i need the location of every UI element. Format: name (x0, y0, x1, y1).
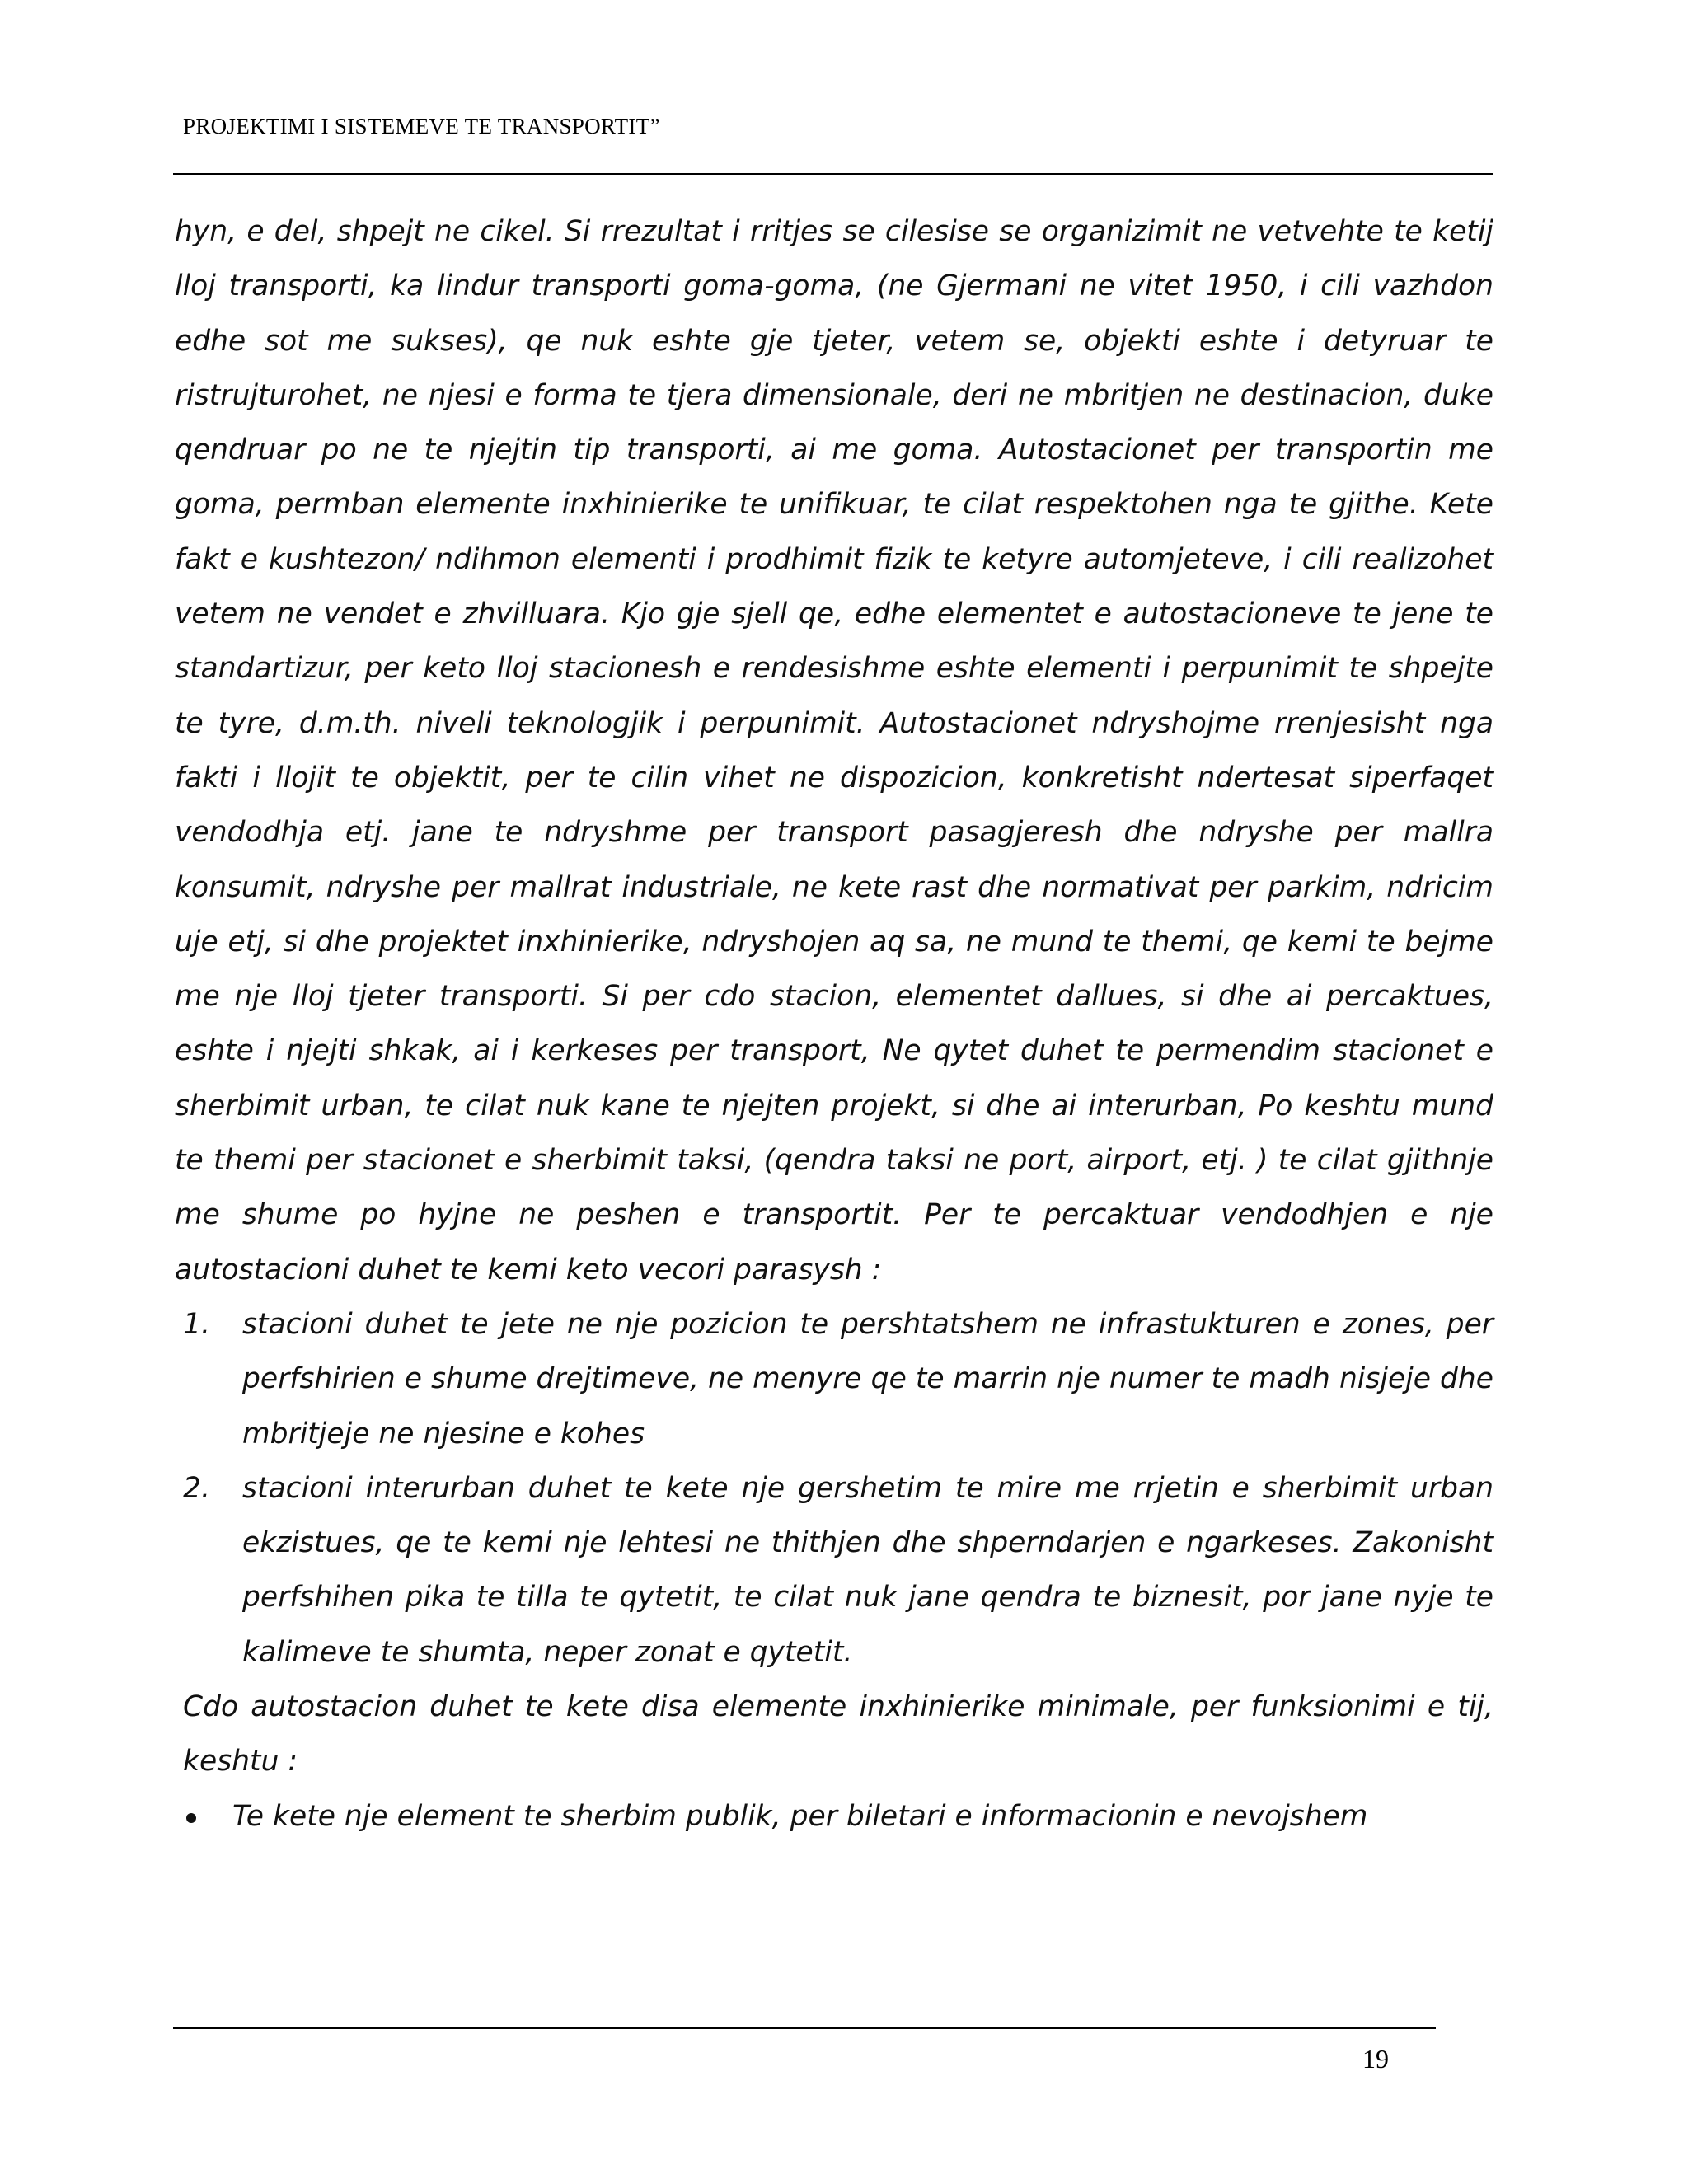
page-number: 19 (1362, 2044, 1389, 2074)
running-header: PROJEKTIMI I SISTEMEVE TE TRANSPORTIT” (183, 114, 660, 138)
numbered-list-item (183, 1461, 1493, 1680)
list-item-text: stacioni duhet te jete ne nje pozicion te pershtatshem ne infrastukturen e zones, per perfshirien e shume drejtimeve, ne menyre qe te marrin nje numer te madh nisjeje dhe mbritjeje ne njesine e kohes (242, 1307, 1493, 1451)
header-divider (173, 173, 1493, 175)
numbered-list-item (183, 1297, 1493, 1461)
numbered-list (175, 1297, 1493, 1680)
footer-divider (173, 2027, 1436, 2029)
bullet-list (175, 1789, 1493, 1844)
bullet-list-item (183, 1789, 1493, 1844)
body-paragraph: hyn, e del, shpejt ne cikel. Si rrezultat i rritjes se cilesise se organizimit ne vetvehte te ketij lloj transporti, ka lindur transporti goma-goma, (ne Gjermani ne vitet 1950, i cili vazhdon edhe sot me sukses), qe nuk eshte gje tjeter, vetem se, objekti eshte i detyruar te ristrujturohet, ne njesi e forma te tjera dimensionale, deri ne mbritjen ne destinacion, duke qendruar po ne te njejtin tip transporti, ai me goma. Autostacionet per transportin me goma, permban elemente inxhinierike te unifikuar, te cilat respektohen nga te gjithe. Kete fakt e kushtezon/ ndihmon elementi i prodhimit fizik te ketyre automjeteve, i cili realizohet vetem ne vendet e zhvilluara. Kjo gje sjell qe, edhe elementet e autostacioneve te jene te standartizur, per keto lloj stacionesh e rendesishme eshte elementi i perpunimit te shpejte te tyre, d.m.th. niveli teknologjik i perpunimit. Autostacionet ndryshojme rrenjesisht nga fakti i llojit te objektit, per te cilin vihet ne dispozicion, konkretisht ndertesat siperfaqet vendodhja etj. jane te ndryshme per transport pasagjeresh dhe ndryshe per mallra konsumit, ndryshe per mallrat industriale, ne kete rast dhe normativat per parkim, ndricim uje etj, si dhe projektet inxhinierike, ndryshojen aq sa, ne mund te themi, qe kemi te bejme me nje lloj tjeter transporti. Si per cdo stacion, elementet dallues, si dhe ai percaktues, eshte i njejti shkak, ai i kerkeses per transport, Ne qytet duhet te permendim stacionet e sherbimit urban, te cilat nuk kane te njejten projekt, si dhe ai interurban, Po keshtu mund te themi per stacionet e sherbimit taksi, (qendra taksi ne port, airport, etj. ) te cilat gjithnje me shume po hyjne ne peshen e transportit. Per te percaktuar vendodhjen e nje autostacioni duhet te kemi keto vecori parasysh : (175, 215, 1493, 1286)
body-text (175, 204, 1493, 1844)
list-number: 2. (183, 1471, 210, 1505)
list-item-text: stacioni interurban duhet te kete nje gershetim te mire me rrjetin e sherbimit urban ekzistues, qe te kemi nje lehtesi ne thithjen dhe shperndarjen e ngarkeses. Zakonisht perfshihen pika te tilla te qytetit, te cilat nuk jane qendra te biznesit, por jane nyje te kalimeve te shumta, neper zonat e qytetit. (242, 1471, 1493, 1669)
body-paragraph: Cdo autostacion duhet te kete disa elemente inxhinierike minimale, per funksionimi e tij, keshtu : (183, 1690, 1493, 1779)
list-item-text: Te kete nje element te sherbim publik, per biletari e informacionin e nevojshem (232, 1799, 1368, 1833)
list-number: 1. (183, 1307, 210, 1341)
bullet-icon (186, 1813, 196, 1823)
